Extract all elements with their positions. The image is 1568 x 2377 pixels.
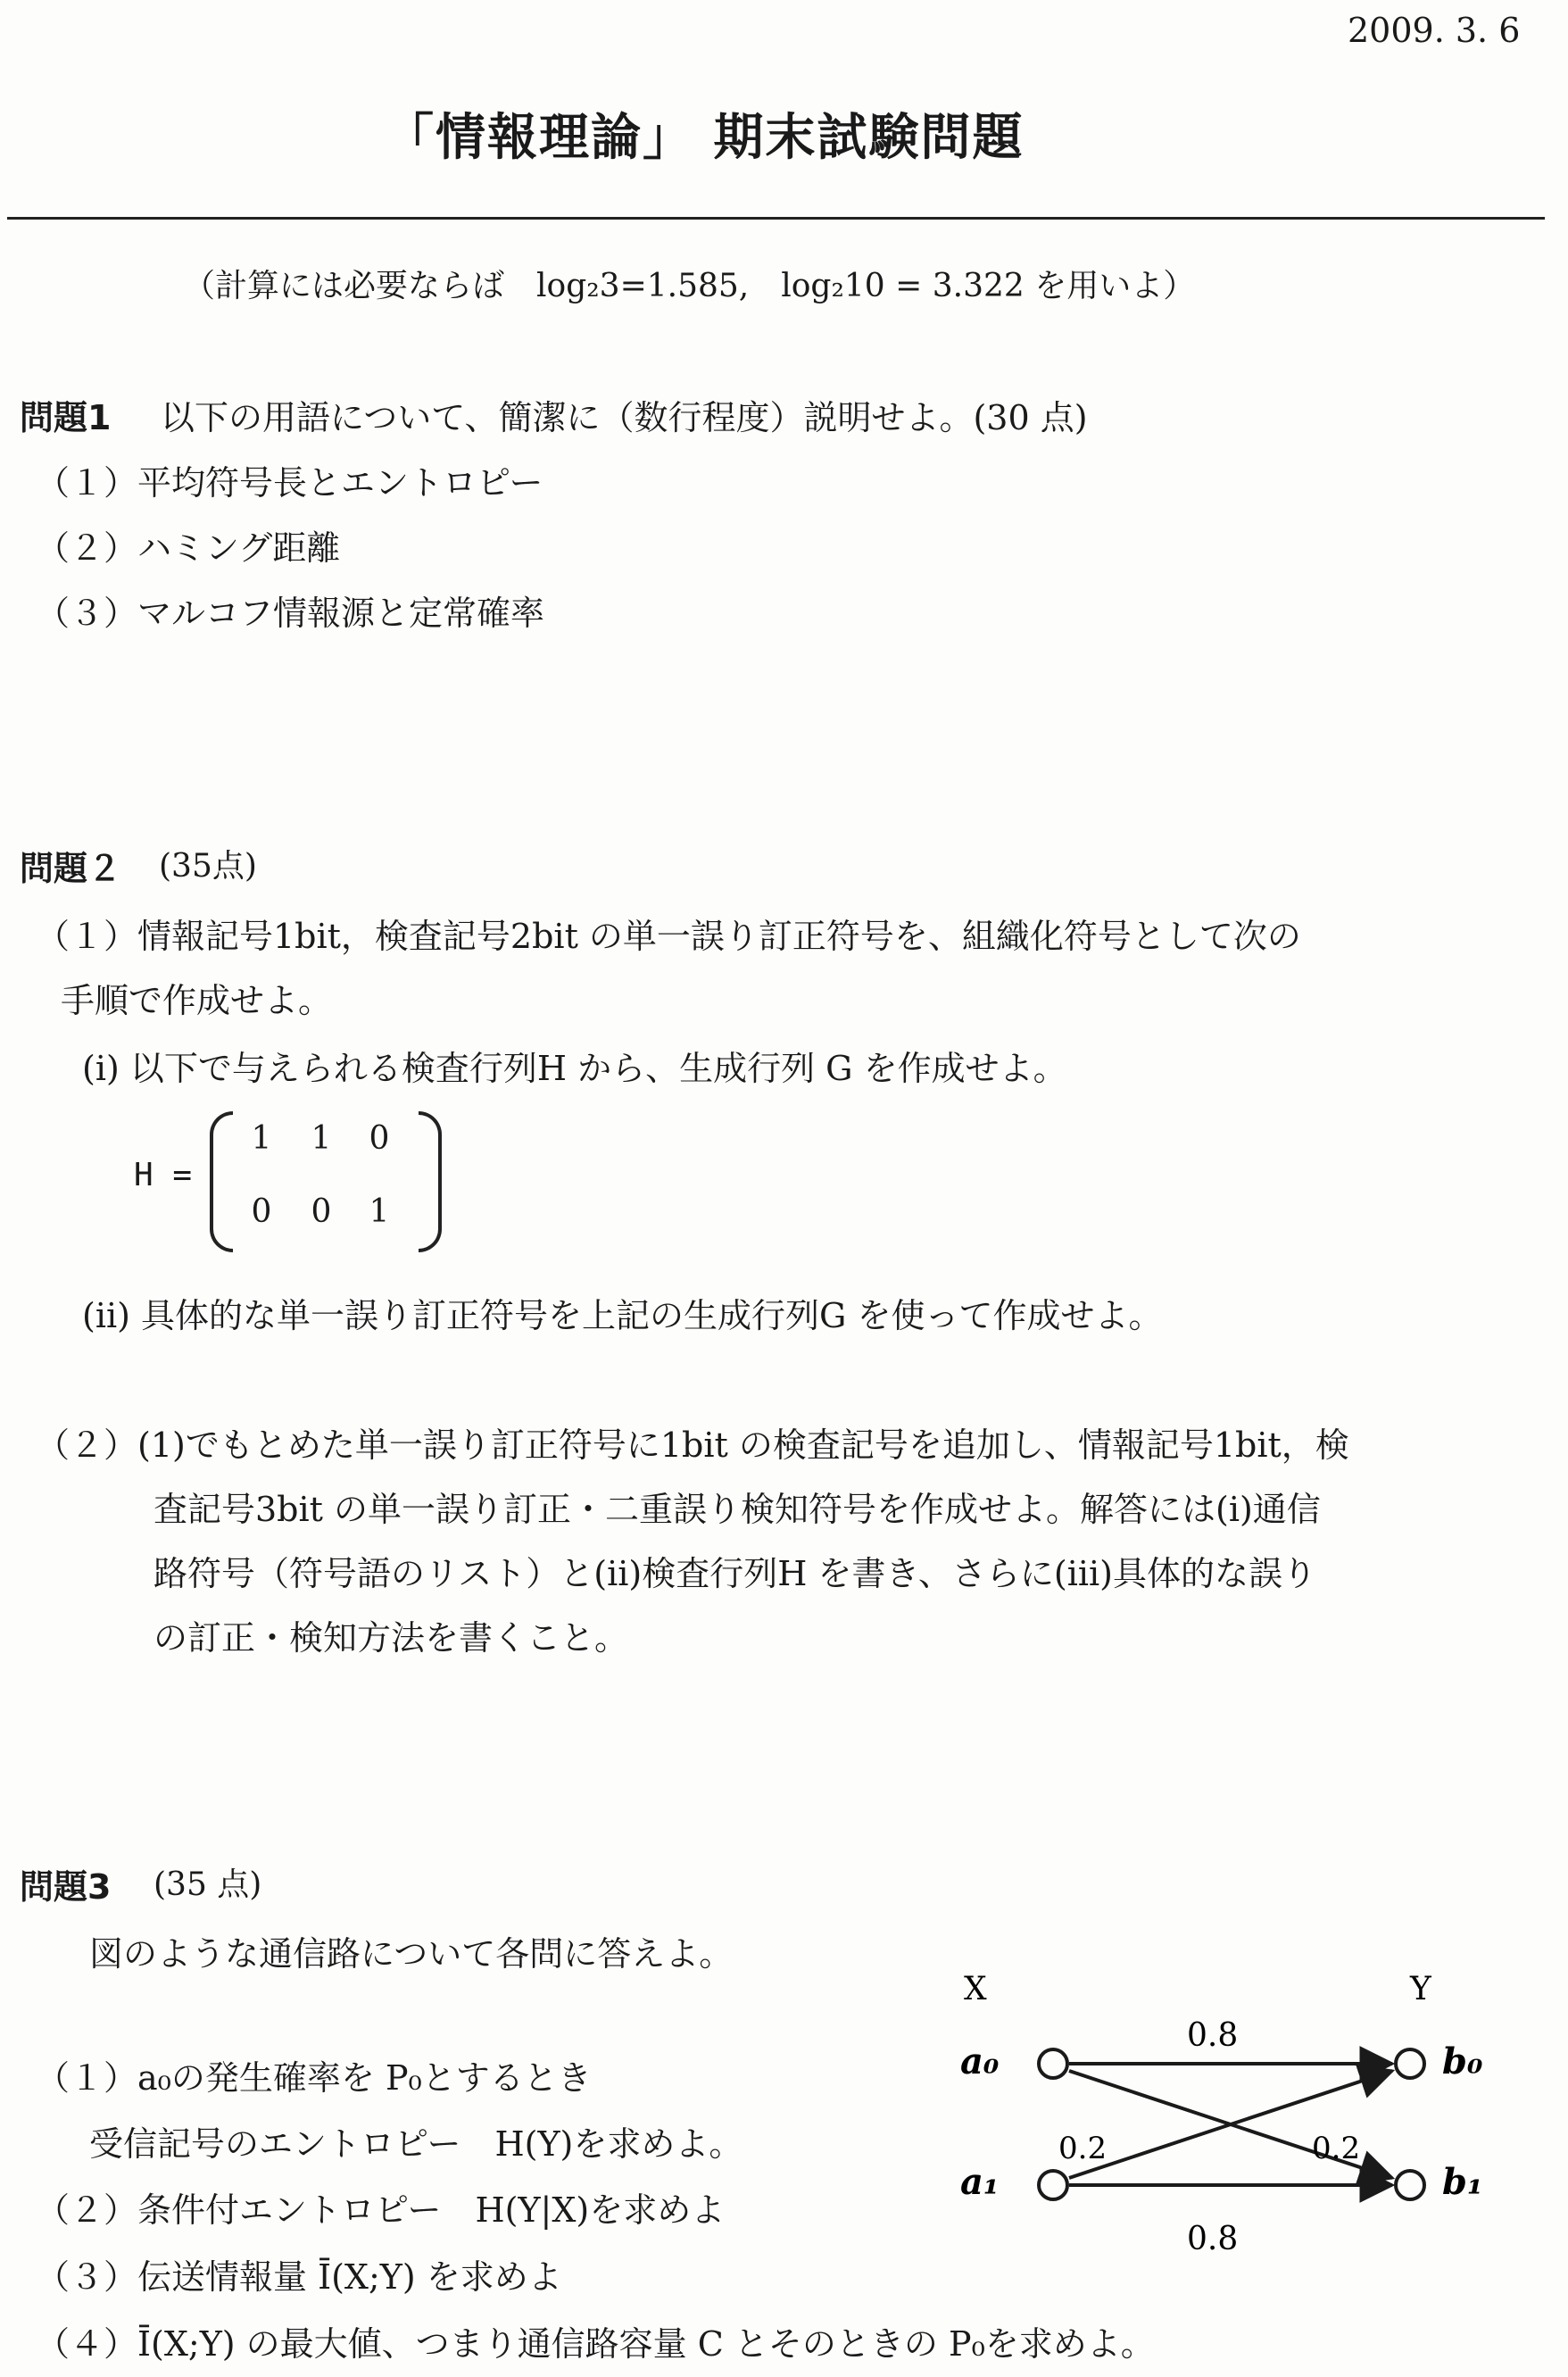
matrix-label: H =	[134, 1157, 193, 1193]
calculation-note: （計算には必要ならば log₂3=1.585, log₂10 = 3.322 を用いよ）	[183, 268, 1196, 304]
q3-item-1-cont: 受信記号のエントロピー H(Y)を求めよ。	[89, 2124, 743, 2164]
q2-part1-ii: (ii) 具体的な単一誤り訂正符号を上記の生成行列G を使って作成せよ。	[82, 1296, 1163, 1335]
output-b1: b₁	[1442, 2161, 1483, 2203]
matrix-cell: 1	[311, 1120, 332, 1157]
q2-part2-line1: （２）(1)でもとめた単一誤り訂正符号に1bit の検査記号を追加し、情報記号1bit，検	[36, 1425, 1349, 1465]
q3-item-3: （３）伝送情報量 Ī(X;Y) を求めよ	[36, 2257, 562, 2297]
q3-item-1: （１）a₀の発生確率を P₀とするとき	[36, 2058, 592, 2098]
q1-heading: 問題1	[20, 398, 112, 437]
q1-instruction: 以下の用語について、簡潔に（数行程度）説明せよ。(30 点)	[161, 398, 1088, 437]
matrix-cell: 0	[311, 1193, 332, 1230]
q2-points: (35点)	[159, 848, 257, 885]
exam-date: 2009. 3. 6	[1348, 11, 1521, 50]
q1-item-2: （２）ハミング距離	[36, 528, 341, 568]
exam-title: 「情報理論」 期末試験問題	[384, 109, 1025, 167]
matrix-cell: 0	[251, 1193, 272, 1230]
output-alphabet-label: Y	[1410, 1971, 1431, 2007]
matrix-cell: 0	[369, 1120, 390, 1157]
node-b0	[1396, 2049, 1424, 2078]
node-a1	[1039, 2171, 1067, 2199]
matrix-left-bracket	[210, 1111, 233, 1252]
matrix-cell: 1	[369, 1193, 390, 1230]
q2-part2-line4: の訂正・検知方法を書くこと。	[153, 1618, 629, 1658]
title-divider	[7, 217, 1545, 220]
input-a0: a₀	[960, 2040, 1000, 2082]
channel-diagram	[928, 1955, 1553, 2285]
prob-bottom-label: 0.8	[1187, 2221, 1239, 2257]
matrix-cell: 1	[251, 1120, 272, 1157]
q1-item-3: （３）マルコフ情報源と定常確率	[36, 594, 545, 633]
input-alphabet-label: X	[964, 1971, 987, 2007]
output-b0: b₀	[1442, 2040, 1483, 2082]
q2-part1-line1: （１）情報記号1bit，検査記号2bit の単一誤り訂正符号を、組織化符号として次の	[36, 917, 1301, 956]
q2-part2-line2: 査記号3bit の単一誤り訂正・二重誤り検知符号を作成せよ。解答には(i)通信	[153, 1490, 1321, 1529]
node-b1	[1396, 2171, 1424, 2199]
node-a0	[1039, 2049, 1067, 2078]
q3-item-4: （４）Ī(X;Y) の最大値、つまり通信路容量 C とそのときの P₀を求めよ。	[36, 2324, 1155, 2364]
q2-part2-line3: 路符号（符号語のリスト）と(ii)検査行列H を書き、さらに(iii)具体的な誤り	[153, 1554, 1317, 1593]
matrix-right-bracket	[419, 1111, 442, 1252]
q2-part1-line2: 手順で作成せよ。	[61, 981, 333, 1020]
prob-cross-left: 0.2	[1058, 2131, 1108, 2166]
q3-item-2: （２）条件付エントロピー H(Y|X)を求めよ	[36, 2190, 726, 2230]
q2-heading: 問題２	[20, 849, 122, 888]
q3-intro: 図のような通信路について各問に答えよ。	[89, 1934, 734, 1974]
q1-item-1: （１）平均符号長とエントロピー	[36, 463, 543, 503]
q3-points: (35 点)	[153, 1866, 262, 1903]
prob-top-label: 0.8	[1187, 2017, 1239, 2054]
check-matrix-h	[210, 1111, 442, 1245]
q2-part1-i: (i) 以下で与えられる検査行列H から、生成行列 G を作成せよ。	[82, 1049, 1067, 1088]
q3-heading: 問題3	[20, 1867, 112, 1907]
input-a1: a₁	[960, 2161, 1000, 2203]
prob-cross-right: 0.2	[1312, 2131, 1361, 2166]
